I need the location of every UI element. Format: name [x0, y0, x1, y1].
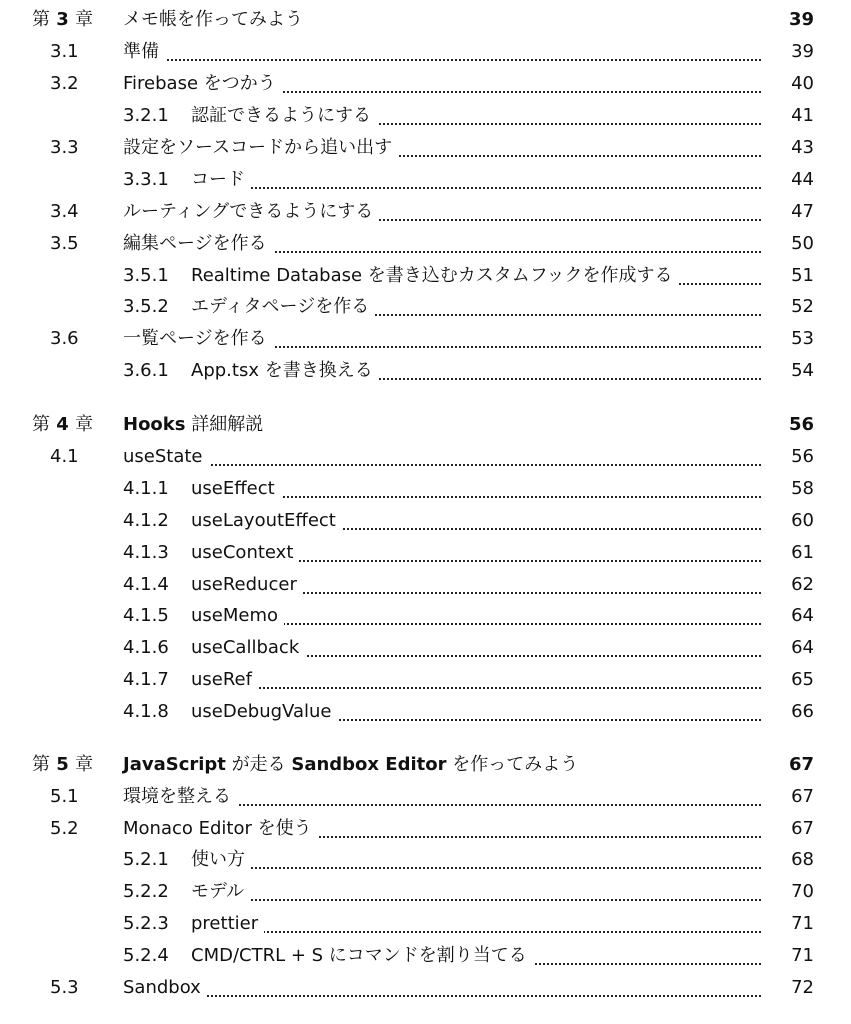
toc-entry-row[interactable]: [0, 356, 851, 386]
chapter-title: [123, 750, 584, 780]
page-number: 60: [785, 506, 814, 536]
entry-title: [123, 69, 282, 99]
page-number: 71: [785, 941, 814, 971]
page-number: 61: [785, 538, 814, 568]
page-number: 54: [785, 356, 814, 386]
section-number: 3.2: [50, 73, 79, 94]
entry-title: [191, 165, 251, 195]
dot-leader: [123, 45, 761, 61]
page-number: 40: [785, 69, 814, 99]
chapter-suffix: 章: [75, 754, 94, 775]
entry-title: [123, 133, 398, 163]
toc-entry-row[interactable]: [0, 538, 851, 568]
section-number: 4.1.5: [123, 605, 169, 626]
section-number: 3.4: [50, 201, 79, 222]
entry-title: [191, 261, 679, 291]
title-part: Realtime Database を書き込むカスタムフックを作成する: [191, 265, 673, 286]
page-number: 39: [783, 5, 814, 35]
entry-title: [191, 941, 533, 971]
dot-leader: [191, 673, 761, 689]
entry-title: [123, 973, 207, 1003]
toc-entry-row[interactable]: [0, 69, 851, 99]
toc-entry-row[interactable]: [0, 697, 851, 727]
title-part: useReducer: [191, 574, 297, 595]
title-part: Monaco Editor を使う: [123, 818, 312, 839]
page-number: 67: [783, 750, 814, 780]
page-number: 64: [785, 601, 814, 631]
dot-leader: [191, 853, 761, 869]
section-number: 3.5: [50, 233, 79, 254]
toc-chapter-row[interactable]: [0, 5, 851, 35]
chapter-suffix: 章: [75, 9, 94, 30]
title-part: 認証できるようにする: [191, 105, 371, 126]
chapter-suffix: 章: [75, 414, 94, 435]
entry-title: [123, 442, 209, 472]
section-number: 5.2.1: [123, 849, 169, 870]
page-number: 52: [785, 292, 814, 322]
section-number: 4.1.1: [123, 478, 169, 499]
title-part: を作ってみよう: [446, 754, 579, 775]
section-number: 3.1: [50, 41, 79, 62]
title-part: モデル: [191, 881, 245, 902]
toc-entry-row[interactable]: [0, 506, 851, 536]
page-number: 71: [785, 909, 814, 939]
chapter-title: [123, 5, 309, 35]
title-part: ルーティングできるようにする: [123, 201, 374, 222]
section-number: 3.5.2: [123, 296, 169, 317]
section-number: 3.2.1: [123, 105, 169, 126]
page-number: 70: [785, 877, 814, 907]
entry-title: [191, 292, 375, 322]
toc-entry-row[interactable]: [0, 665, 851, 695]
section-number: 4.1.3: [123, 542, 169, 563]
title-part: Sandbox: [123, 977, 201, 998]
section-number: 4.1.2: [123, 510, 169, 531]
toc-entry-row[interactable]: [0, 941, 851, 971]
toc-entry-row[interactable]: [0, 165, 851, 195]
toc-entry-row[interactable]: [0, 570, 851, 600]
section-number: 4.1.4: [123, 574, 169, 595]
title-part: 編集ページを作る: [123, 233, 267, 254]
title-part: Sandbox Editor: [291, 754, 447, 775]
title-part: Firebase をつかう: [123, 73, 276, 94]
title-part: App.tsx を書き換える: [191, 360, 373, 381]
entry-title: [191, 845, 251, 875]
page-number: 39: [785, 37, 814, 67]
toc-entry-row[interactable]: [0, 37, 851, 67]
section-number: 4.1.6: [123, 637, 169, 658]
entry-title: [191, 633, 305, 663]
toc-entry-row[interactable]: [0, 845, 851, 875]
dot-leader: [191, 885, 761, 901]
section-number: 4.1.7: [123, 669, 169, 690]
toc-entry-row[interactable]: [0, 877, 851, 907]
toc-chapter-row[interactable]: [0, 750, 851, 780]
section-number: 3.6.1: [123, 360, 169, 381]
title-part: エディタページを作る: [191, 296, 370, 317]
section-number: 5.2.4: [123, 945, 169, 966]
toc-entry-row[interactable]: [0, 474, 851, 504]
title-part: useDebugValue: [191, 701, 332, 722]
entry-title: [123, 814, 318, 844]
entry-title: [123, 324, 273, 354]
entry-title: [123, 782, 237, 812]
page-number: 53: [785, 324, 814, 354]
page-number: 47: [785, 197, 814, 227]
page-number: 51: [785, 261, 814, 291]
section-number: 4.1.8: [123, 701, 169, 722]
page-number: 56: [783, 410, 814, 440]
title-part: 使い方: [191, 849, 245, 870]
page-number: 41: [785, 101, 814, 131]
entry-title: [191, 877, 250, 907]
title-part: useCallback: [191, 637, 300, 658]
title-part: 一覧ページを作る: [123, 328, 267, 349]
dot-leader: [191, 917, 761, 933]
dot-leader: [123, 450, 761, 466]
toc-entry-row[interactable]: [0, 782, 851, 812]
page-number: 62: [785, 570, 814, 600]
toc-entry-row[interactable]: [0, 601, 851, 631]
title-part: 詳細解説: [185, 414, 264, 435]
page-number: 67: [785, 814, 814, 844]
toc-entry-row[interactable]: [0, 324, 851, 354]
chapter-digit: 3: [50, 9, 76, 30]
title-part: 環境を整える: [123, 786, 231, 807]
title-part: useMemo: [191, 605, 279, 626]
toc-entry-row[interactable]: [0, 229, 851, 259]
title-part: useEffect: [191, 478, 275, 499]
entry-title: [191, 356, 379, 386]
section-number: 5.3: [50, 977, 79, 998]
toc-entry-row[interactable]: [0, 973, 851, 1003]
chapter-number: [32, 410, 93, 440]
section-number: 5.2: [50, 818, 79, 839]
chapter-number: [32, 750, 93, 780]
title-part: 準備: [123, 41, 159, 62]
title-part: CMD/CTRL + S にコマンドを割り当てる: [191, 945, 527, 966]
title-part: Hooks: [123, 414, 186, 435]
entry-title: [191, 101, 377, 131]
entry-title: [191, 506, 342, 536]
section-number: 3.3.1: [123, 169, 169, 190]
toc-chapter-row[interactable]: [0, 410, 851, 440]
section-number: 3.3: [50, 137, 79, 158]
page-number: 56: [785, 442, 814, 472]
title-part: useContext: [191, 542, 294, 563]
chapter-digit: 4: [50, 414, 76, 435]
title-part: useState: [123, 446, 203, 467]
page-number: 67: [785, 782, 814, 812]
toc-entry-row[interactable]: [0, 633, 851, 663]
page-number: 43: [785, 133, 814, 163]
entry-title: [123, 37, 165, 67]
page-number: 72: [785, 973, 814, 1003]
dot-leader: [123, 981, 761, 997]
entry-title: [191, 601, 284, 631]
section-number: 5.1: [50, 786, 79, 807]
entry-title: [191, 474, 281, 504]
entry-title: [123, 197, 379, 227]
title-part: useRef: [191, 669, 252, 690]
title-part: コード: [191, 169, 245, 190]
toc-entry-row[interactable]: [0, 909, 851, 939]
title-part: prettier: [191, 913, 259, 934]
entry-title: [123, 229, 273, 259]
chapter-digit: 5: [50, 754, 76, 775]
toc-entry-row[interactable]: [0, 133, 851, 163]
page-number: 66: [785, 697, 814, 727]
entry-title: [191, 665, 258, 695]
section-number: 3.5.1: [123, 265, 169, 286]
page-number: 64: [785, 633, 814, 663]
entry-title: [191, 570, 303, 600]
section-number: 3.6: [50, 328, 79, 349]
page-number: 44: [785, 165, 814, 195]
section-number: 4.1: [50, 446, 79, 467]
title-part: が走る: [225, 754, 292, 775]
toc-entry-row[interactable]: [0, 442, 851, 472]
toc-entry-row[interactable]: [0, 261, 851, 291]
page-number: 50: [785, 229, 814, 259]
chapter-prefix: 第: [32, 754, 50, 775]
section-number: 5.2.3: [123, 913, 169, 934]
toc-entry-row[interactable]: [0, 101, 851, 131]
section-number: 5.2.2: [123, 881, 169, 902]
entry-title: [191, 538, 299, 568]
toc-entry-row[interactable]: [0, 814, 851, 844]
entry-title: [191, 909, 264, 939]
chapter-number: [32, 5, 93, 35]
chapter-title: [123, 410, 269, 440]
dot-leader: [191, 173, 761, 189]
entry-title: [191, 697, 337, 727]
page-number: 68: [785, 845, 814, 875]
page-number: 65: [785, 665, 814, 695]
toc-entry-row[interactable]: [0, 292, 851, 322]
title-part: useLayoutEffect: [191, 510, 336, 531]
title-part: メモ帳を作ってみよう: [123, 9, 303, 30]
title-part: JavaScript: [123, 754, 226, 775]
page-number: 58: [785, 474, 814, 504]
chapter-prefix: 第: [32, 414, 50, 435]
title-part: 設定をソースコードから追い出す: [123, 137, 393, 158]
chapter-prefix: 第: [32, 9, 50, 30]
toc-entry-row[interactable]: [0, 197, 851, 227]
